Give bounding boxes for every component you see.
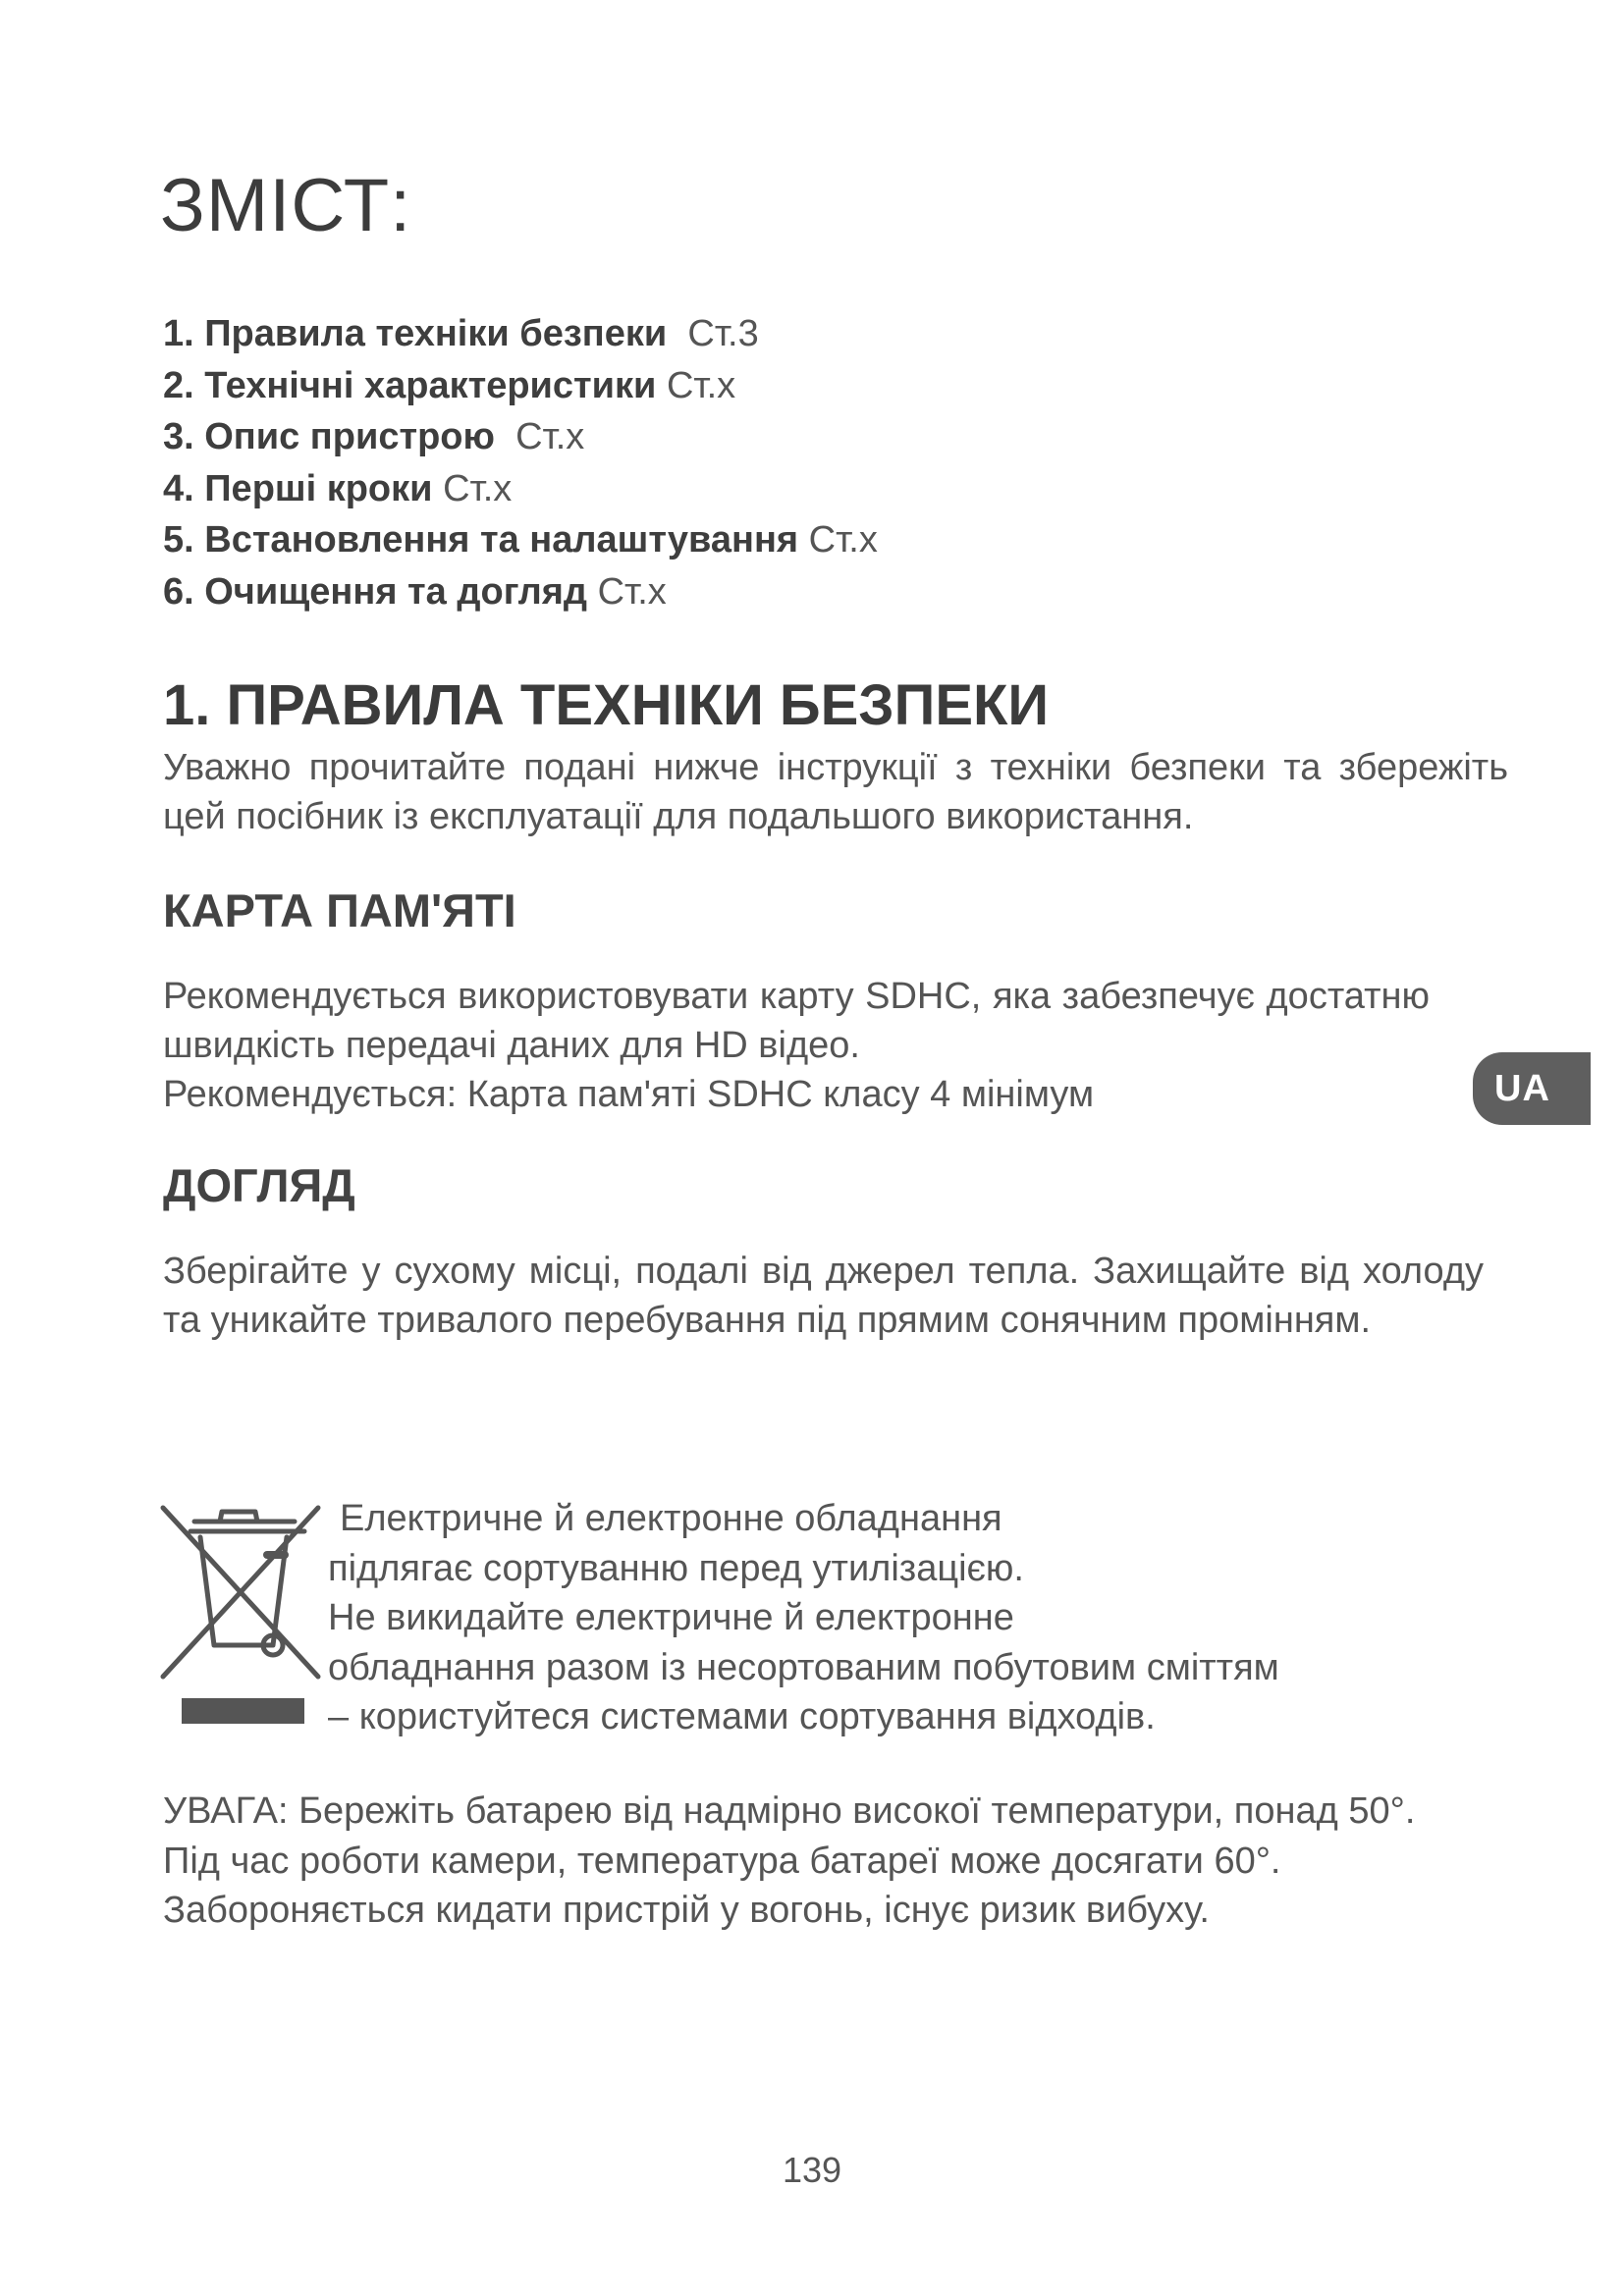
weee-line: підлягає сортуванню перед утилізацією.: [328, 1547, 1024, 1589]
toc-item[interactable]: [163, 463, 878, 515]
toc-item-page: Ст.x: [597, 570, 667, 613]
page-title: ЗМІСТ:: [160, 164, 412, 247]
toc-item-title: 5. Встановлення та налаштування: [163, 519, 799, 561]
page-number: 139: [782, 2150, 842, 2190]
toc-item[interactable]: [163, 308, 878, 360]
warning-line: Під час роботи камери, температура батареї може досягати 60°.: [163, 1840, 1281, 1882]
toc-item[interactable]: [163, 514, 878, 566]
toc-item-page: Ст.x: [666, 364, 736, 406]
table-of-contents: [163, 308, 878, 617]
weee-line: обладнання разом із несортованим побутовим сміттям: [328, 1646, 1279, 1688]
toc-item-title: 1. Правила техніки безпеки: [163, 313, 668, 354]
battery-warning: [163, 1787, 1415, 1936]
memory-card-heading: КАРТА ПАМ'ЯТІ: [163, 884, 516, 936]
memory-card-section: [163, 972, 1430, 1119]
toc-item[interactable]: [163, 566, 878, 618]
crossed-out-wheelie-bin-icon: [157, 1498, 329, 1724]
warning-line: Забороняється кидати пристрій у вогонь, існує ризик вибуху.: [163, 1890, 1210, 1931]
toc-item[interactable]: [163, 360, 878, 412]
toc-item-title: 3. Опис пристрою: [163, 416, 495, 457]
language-tab-ua[interactable]: UA: [1473, 1052, 1591, 1125]
weee-notice: [328, 1494, 1279, 1742]
toc-item[interactable]: [163, 411, 878, 463]
toc-item-title: 2. Технічні характеристики: [163, 364, 657, 406]
safety-intro: Уважно прочитайте подані нижче інструкції з техніки безпеки та збережіть цей посібник із експлуатації для подальшого використання.: [163, 747, 1508, 837]
toc-item-title: 4. Перші кроки: [163, 467, 433, 509]
toc-item-page: Ст.x: [808, 519, 878, 561]
safety-heading: 1. ПРАВИЛА ТЕХНІКИ БЕЗПЕКИ: [163, 673, 1050, 737]
care-heading: ДОГЛЯД: [163, 1159, 355, 1211]
care-text: Зберігайте у сухому місці, подалі від джерел тепла. Захищайте від холоду та уникайте тривалого перебування під прямим сонячним промінням.: [163, 1251, 1484, 1341]
toc-item-page: Ст.3: [687, 313, 759, 354]
toc-item-title: 6. Очищення та догляд: [163, 570, 588, 613]
weee-line: Електричне й електронне обладнання: [340, 1498, 1002, 1539]
memory-card-recommendation: Рекомендується: Карта пам'яті SDHC класу 4 мінімум: [163, 1074, 1095, 1115]
memory-card-text: Рекомендується використовувати карту SDHC, яка забезпечує достатню швидкість передачі даних для HD відео.: [163, 976, 1430, 1066]
weee-line: – користуйтеся системами сортування відходів.: [328, 1696, 1156, 1737]
toc-item-page: Ст.x: [515, 416, 585, 457]
toc-item-page: Ст.x: [443, 467, 513, 509]
warning-line: УВАГА: Бережіть батарею від надмірно високої температури, понад 50°.: [163, 1790, 1416, 1832]
weee-line: Не викидайте електричне й електронне: [328, 1597, 1014, 1638]
